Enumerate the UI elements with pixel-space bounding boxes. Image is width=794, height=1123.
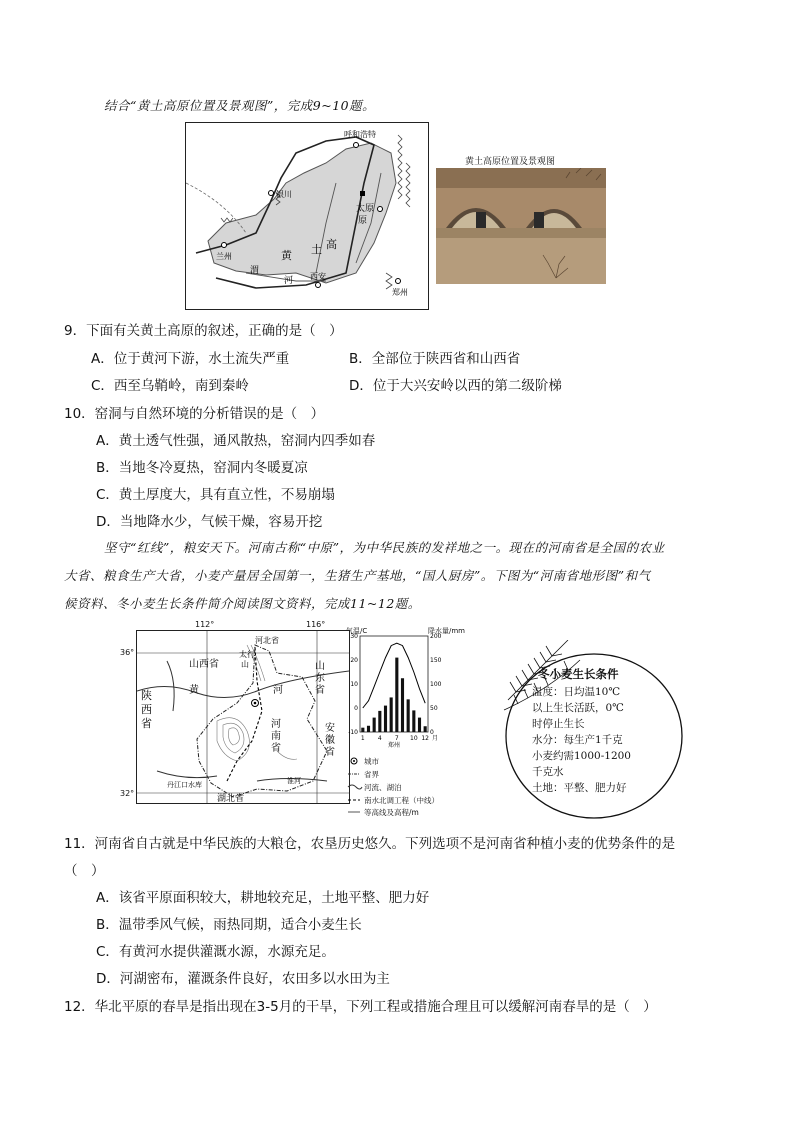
wheat-line-1: 温度：日均温10℃ xyxy=(532,686,621,698)
precip-bar-2 xyxy=(367,726,370,732)
wheat-line-7: 土地：平整、肥力好 xyxy=(532,782,627,794)
temp-tick-label: 20 xyxy=(350,657,358,664)
q10-option-b[interactable]: B．当地冬冷夏热，窑洞内冬暖夏凉 xyxy=(96,460,308,476)
label-shaanxi-1: 陕 xyxy=(141,689,152,702)
precip-bar-11 xyxy=(418,718,421,732)
label-wei-he: 河 xyxy=(284,276,294,286)
label-henan-2: 南 xyxy=(271,731,281,742)
wheat-line-5: 小麦约需1000-1200 xyxy=(532,750,631,762)
label-anhui-2: 徽 xyxy=(325,735,335,746)
precip-tick-label: 200 xyxy=(430,633,442,640)
q9-option-b[interactable]: B．全部位于陕西省和山西省 xyxy=(349,351,521,367)
label-hebei: 河北省 xyxy=(255,636,279,645)
label-yinchuan: 银川 xyxy=(276,190,292,199)
q11-stem-bracket: （ ） xyxy=(64,863,105,879)
lon-112: 112° xyxy=(195,620,215,629)
month-unit-label: 月 xyxy=(432,735,439,742)
label-shaanxi-3: 省 xyxy=(141,717,152,730)
legend-city: 城市 xyxy=(364,757,379,766)
q12-stem: 12．华北平原的春旱是指出现在3-5月的干旱，下列工程或措施合理且可以缓解河南春旱的是（ ） xyxy=(64,999,657,1015)
label-shandong-1: 山 xyxy=(315,661,325,672)
temp-tick-label: 10 xyxy=(350,681,358,688)
q10-option-a[interactable]: A．黄土透气性强，通风散热，窑洞内四季如春 xyxy=(96,433,376,449)
month-tick-label: 4 xyxy=(377,735,382,742)
temp-tick-label: 0 xyxy=(354,705,358,712)
q11-option-b[interactable]: B．温带季风气候，雨热同期，适合小麦生长 xyxy=(96,917,362,933)
label-zhengzhou: 郑州 xyxy=(392,288,408,297)
wheat-title: 冬小麦生长条件 xyxy=(538,667,619,681)
loess-plateau-map xyxy=(185,122,429,310)
q11-option-d[interactable]: D．河湖密布，灌溉条件良好，农田多以水田为主 xyxy=(96,971,390,987)
q11-option-a[interactable]: A．该省平原面积较大，耕地较充足，土地平整、肥力好 xyxy=(96,890,430,906)
label-huang: 黄 xyxy=(281,249,292,262)
month-tick-label: 7 xyxy=(394,735,399,742)
legend-contour: 等高线及高程/m xyxy=(364,808,419,817)
month-tick-label: 12 xyxy=(421,735,429,742)
precip-bar-8 xyxy=(401,678,404,732)
precip-bar-7 xyxy=(395,658,398,732)
temp-tick-label: 30 xyxy=(350,633,358,640)
q11-option-c[interactable]: C．有黄河水提供灌溉水源，水源充足。 xyxy=(96,944,335,960)
q11-stem: 11．河南省自古就是中华民族的大粮仓，农垦历史悠久。下列选项不是河南省种植小麦的优势条件的是 xyxy=(64,836,676,852)
winter-wheat-conditions xyxy=(498,640,686,820)
label-shanxi: 山西省 xyxy=(189,659,219,670)
q9-option-c[interactable]: C．西至乌鞘岭，南到秦岭 xyxy=(91,378,249,394)
label-taiyuan: 太原 xyxy=(356,204,375,214)
precip-bar-9 xyxy=(407,699,410,732)
temp-axis-label: 气温/C xyxy=(346,627,368,635)
wheat-line-6: 千克水 xyxy=(532,766,564,778)
label-shandong-2: 东 xyxy=(315,673,325,684)
legend-province: 省界 xyxy=(364,770,379,779)
label-taihang-1: 太行 xyxy=(239,650,255,659)
precip-tick-label: 150 xyxy=(430,657,442,664)
q10-stem: 10．窑洞与自然环境的分析错误的是（ ） xyxy=(64,406,325,422)
label-shaanxi-2: 西 xyxy=(141,703,152,716)
label-wei: 渭 xyxy=(250,266,260,276)
precip-bar-12 xyxy=(424,726,427,732)
month-tick-label: 10 xyxy=(410,735,418,742)
q9-stem: 9．下面有关黄土高原的叙述，正确的是（ ） xyxy=(64,323,343,339)
climate-city-label: 郑州 xyxy=(387,742,401,749)
precip-bar-1 xyxy=(361,728,364,732)
precip-bar-5 xyxy=(384,706,387,732)
q9-option-a[interactable]: A．位于黄河下游，水土流失严重 xyxy=(91,351,290,367)
label-hohhot: 呼和浩特 xyxy=(344,130,376,139)
q9-option-d[interactable]: D．位于大兴安岭以西的第二级阶梯 xyxy=(349,378,562,394)
intro-11-12-line3: 候资料、冬小麦生长条件简介阅读图文资料，完成11~12题。 xyxy=(64,596,421,611)
q10-option-c[interactable]: C．黄土厚度大，具有直立性，不易崩塌 xyxy=(96,487,335,503)
legend-river-icon xyxy=(348,785,362,789)
label-xian: 西安 xyxy=(310,272,326,281)
temperature-line xyxy=(363,643,425,708)
label-hubei: 湖北省 xyxy=(217,794,245,803)
precip-bar-4 xyxy=(378,711,381,732)
label-henan-1: 河 xyxy=(271,719,281,730)
intro-11-12-line1: 坚守“红线”，粮安天下。河南古称“中原”，为中华民族的发祥地之一。现在的河南省是全国的农业 xyxy=(104,540,665,555)
label-taiyuan-2: 原 xyxy=(358,216,368,226)
legend-river: 河流、湖泊 xyxy=(364,783,402,792)
precip-tick-label: 100 xyxy=(430,681,442,688)
label-huaihe: 淮河 xyxy=(287,777,301,785)
label-henan-3: 省 xyxy=(271,743,281,754)
precip-bar-6 xyxy=(390,697,393,732)
wheat-line-3: 时停止生长 xyxy=(532,718,585,730)
legend-canal: 南水北调工程（中线） xyxy=(364,796,439,805)
label-huang-river: 黄 xyxy=(189,685,199,696)
month-tick-label: 1 xyxy=(360,735,365,742)
label-tu: 土 xyxy=(311,243,322,256)
label-taihang-2: 山 xyxy=(241,660,249,669)
precip-bar-3 xyxy=(373,718,376,732)
label-lanzhou: 兰州 xyxy=(216,252,232,261)
label-anhui-1: 安 xyxy=(325,723,335,734)
wheat-line-2: 以上生长活跃，0℃ xyxy=(532,702,624,714)
precip-tick-label: 0 xyxy=(430,729,434,736)
lon-116: 116° xyxy=(306,620,326,629)
wheat-line-4: 水分：每生产1千克 xyxy=(532,734,623,746)
lat-32: 32° xyxy=(120,789,135,798)
precip-tick-label: 50 xyxy=(430,705,438,712)
label-he-river: 河 xyxy=(273,685,283,696)
zhengzhou-climate-chart xyxy=(344,626,470,816)
intro-11-12-line2: 大省、粮食生产大省，小麦产量居全国第一，生猪生产基地，“国人厨房”。下图为“河南省地形图”和气 xyxy=(64,568,651,583)
q10-option-d[interactable]: D．当地降水少，气候干燥，容易开挖 xyxy=(96,514,323,530)
lat-36: 36° xyxy=(120,648,135,657)
photo-caption: 黄土高原位置及景观图 xyxy=(465,157,556,167)
label-danjiangkou: 丹江口水库 xyxy=(167,781,202,789)
label-shandong-3: 省 xyxy=(315,685,325,696)
temp-tick-label: -10 xyxy=(348,729,358,736)
precip-axis-label: 降水量/mm xyxy=(428,627,465,635)
label-gao: 高 xyxy=(326,238,337,251)
intro-9-10: 结合“黄土高原位置及景观图”，完成9~10题。 xyxy=(104,98,376,113)
precip-bar-10 xyxy=(412,710,415,732)
henan-terrain-map xyxy=(136,630,350,804)
cave-dwelling-photo xyxy=(436,168,606,284)
label-anhui-3: 省 xyxy=(325,747,335,758)
